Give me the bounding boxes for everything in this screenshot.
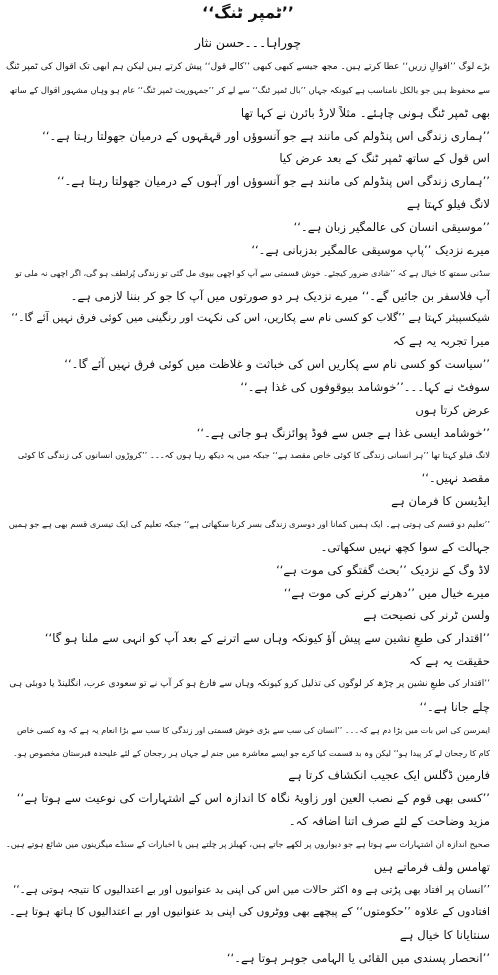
text-line: ایڈیسن کا فرمان ہے xyxy=(391,494,490,509)
article-byline: چوراہا۔۔۔حسن نثار xyxy=(194,35,302,50)
text-line: ’’موسیقی انسان کی عالمگیر زبان ہے۔‘‘ xyxy=(293,219,490,234)
text-line: ولسن ٹرنر کی نصیحت ہے xyxy=(363,608,490,623)
text-line: حقیقت یہ ہے کہ xyxy=(409,654,490,669)
text-line: میرے نزدیک ’’پاپ موسیقی عالمگیر بدزبانی ہے۔‘‘ xyxy=(251,242,490,257)
text-line: بھی ٹمپر ٹنگ ہونی چاہئے۔ مثلاً لارڈ بائرن نے کہا تھا xyxy=(240,105,490,120)
text-line: میرے خیال میں ’’دھرنے کرنے کی موت ہے‘‘ xyxy=(283,585,490,600)
text-line: صحیح اندازہ ان اشتہارات سے ہوتا ہے جو دیواروں پر لکھے جاتے ہیں، کھیلز پر چلتے ہیں یا اخبارات کے سنڈے میگزینوں میں شائع ہوتے ہیں۔ xyxy=(6,838,490,849)
text-line: ’’ہماری زندگی اس پنڈولم کی مانند ہے جو آنسوؤں اور قہقہوں کے درمیان جھولتا رہتا ہے۔‘‘ xyxy=(42,128,490,143)
text-line: مقصد نہیں۔‘‘ xyxy=(421,471,490,486)
text-line: ’’اقتدار کی طبعِ نشین پر چڑھ کر لوگوں کی تذلیل کرو کیونکہ وہاں سے فارغ ہو کر آپ نے تو سعودی عرب، انگلینڈ یا دوبئی ہی xyxy=(9,678,490,689)
text-line: فارمین ڈگلس ایک عجیب انکشاف کرتا ہے xyxy=(288,768,490,783)
text-line: عرض کرتا ہوں xyxy=(415,402,490,417)
text-line: ’’ہماری زندگی اس پنڈولم کی مانند ہے جو آنسوؤں اور آہوں کے درمیان جھولتا رہتا ہے۔‘‘ xyxy=(57,174,490,189)
article-title: ’’ٹمپر ٹنگ‘‘ xyxy=(201,3,295,22)
text-line: جہالت کے سوا کچھ نہیں سکھاتی۔ xyxy=(320,539,490,554)
text-line: ’’کسی بھی قوم کے نصب العین اور زاویۂ نگاہ کا اندازہ اس کے اشتہارات کی نوعیت سے ہوتا ہے‘‘ xyxy=(16,791,490,806)
text-line: اس قول کے ساتھ ٹمپر ٹنگ کے بعد عرض کیا xyxy=(279,151,490,166)
text-line: ایمرسن کی اس بات میں بڑا دم ہے کہ۔۔۔ ’’انسان کی سب سے بڑی خوش قسمتی اور زندگی کا سب سے بڑا انعام یہ ہے کہ وہ کسی خاص xyxy=(16,724,490,735)
text-line: شیکسپیئر کہتا ہے ’’گلاب کو کسی نام سے پکاریں، اس کی نکہت اور رنگینی میں کوئی فرق نہیں آئے گا۔‘‘ xyxy=(11,311,490,325)
text-line: سڈنی سمتھ کا خیال ہے کہ ’’شادی ضرور کیجئے۔ خوش قسمتی سے آپ کو اچھی بیوی مل گئی تو زندگی پُرلطف ہو گی، اگر اچھی نہ ملی تو xyxy=(15,267,490,278)
text-line: تھامس ولف فرماتے ہیں xyxy=(373,859,490,874)
text-line: سنتایانا کا خیال ہے xyxy=(399,928,490,943)
text-line: ’’خوشامد ایسی غذا ہے جس سے فوڈ پوائزنگ ہو جاتی ہے۔‘‘ xyxy=(196,425,490,440)
text-line: ’’سیاست کو کسی نام سے پکاریں اس کی خباثت و غلاظت میں کوئی فرق نہیں آئے گا۔‘‘ xyxy=(64,357,490,372)
text-line: سوفٹ نے کہا۔۔۔’’خوشامد بیوقوفوں کی غذا ہے۔‘‘ xyxy=(240,379,490,394)
text-line: لانگ فیلو کہتا ہے xyxy=(406,197,490,212)
text-line: چلے جانا ہے۔‘‘ xyxy=(419,699,490,714)
text-line: لاڈ وگ کے نزدیک ’’بحث گفتگو کی موت ہے‘‘ xyxy=(276,562,490,577)
text-line: لانگ فیلو کہتا تھا ’’ہر انسانی زندگی کا کوئی خاص مقصد ہے‘‘ جبکہ میں یہ دیکھ رہا ہوں کہ۔۔۔ ’’کروڑوں انسانوں کی زندگی کا کوئی xyxy=(17,450,490,461)
text-line: سے محفوظ ہیں جو بالکل نامناسب ہے کیونکہ جہاں ’’بال ٹمپر ٹنگ‘‘ سے لے کر ’’جمہوریت ٹمپر ٹنگ‘‘ عام ہو وہاں مشہور اقوال کے ساتھ xyxy=(9,84,490,95)
text-line: کام کا رجحان لے کر پیدا ہو‘‘ لیکن وہ بد قسمت کیا کرے جو ایسے معاشرہ میں جنم لے جہاں ہر رجحان کے لئے علیحدہ قبرستان مخصوص ہو۔ xyxy=(13,747,490,758)
text-line: ’’انسان پر افتاد بھی پڑتی ہے وہ اکثر حالات میں اس کی اپنی بد عنوانیوں اور بے اعتدالیوں کا نتیجہ ہوتی ہے۔‘‘ xyxy=(13,883,490,896)
text-line: ’’انحصار پسندی میں القائی یا الہامی جوہر ہوتا ہے۔‘‘ xyxy=(226,951,490,966)
text-line: افتادوں کے علاوہ ’’حکومتوں‘‘ کے پیچھے بھی ووٹروں کی اپنی بد عنوانیوں اور بے اعتدالیوں کا ہاتھ ہوتا ہے۔ xyxy=(9,905,490,919)
text-line: میرا تجربہ یہ ہے کہ xyxy=(392,334,490,349)
text-line: ’’اقتدار کی طبعِ نشین سے پیش آؤ کیونکہ وہاں سے اترنے کے بعد آپ کو انہی سے ملنا ہو گا‘‘ xyxy=(44,631,490,646)
text-line: ’’تعلیم دو قسم کی ہوتی ہے۔ ایک ہمیں کمانا اور دوسری زندگی بسر کرنا سکھاتی ہے‘‘ جبکہ تعلیم کی ایک تیسری قسم بھی ہے جو ہمیں xyxy=(8,519,490,529)
text-line: آپ فلاسفر بن جائیں گے۔‘‘ میرے نزدیک ہر دو صورتوں میں آپ کا جو کر بننا لازمی ہے۔ xyxy=(70,288,490,303)
text-line: بڑے لوگ ’’اقوالِ زریں‘‘ عطا کرتے ہیں۔ مجھ جیسے کبھی کبھی ’’کالے قول‘‘ پیش کرتے ہیں لیکن ہم ابھی تک اقوال کی ٹمپر ٹنگ xyxy=(6,62,490,72)
text-line: مزید وضاحت کے لئے صرف اتنا اضافہ کہ۔ xyxy=(288,814,490,829)
